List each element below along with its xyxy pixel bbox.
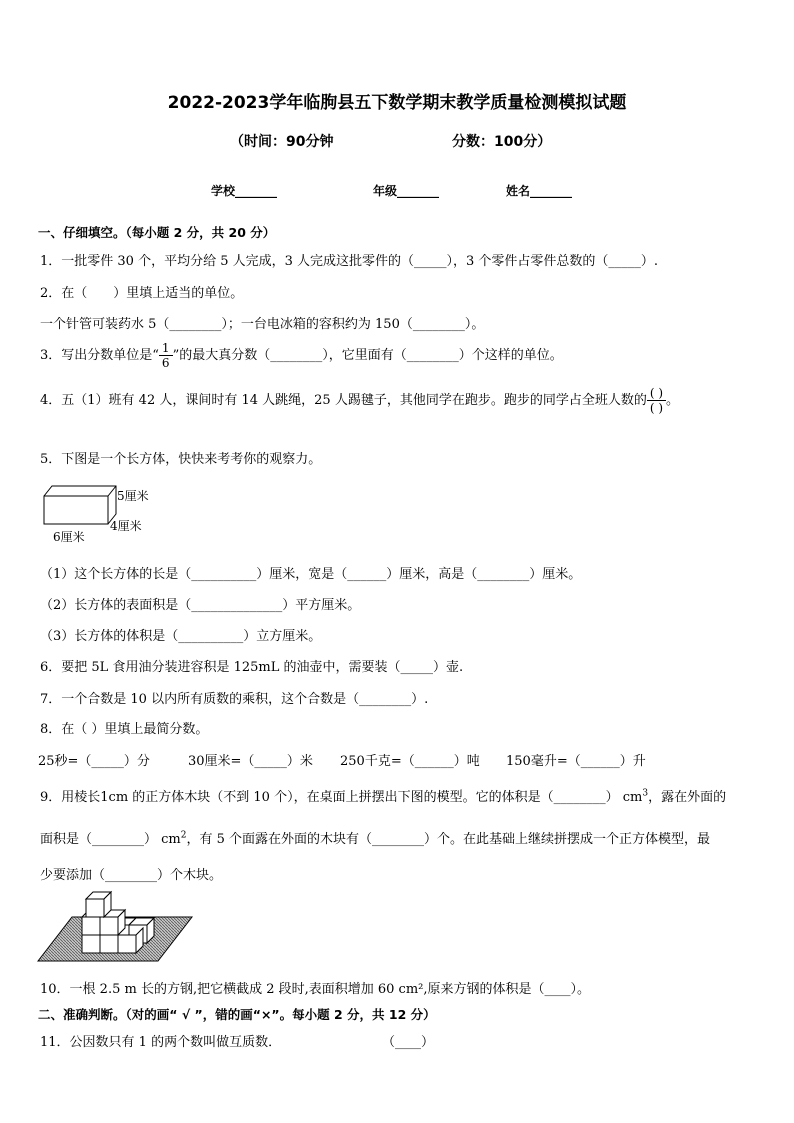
cuboid-top-side-edges	[44, 486, 116, 524]
length-label: 6厘米	[53, 530, 85, 544]
section-heading-judge: 二、准确判断。（对的画“ √ ”，错的画“×”。每小题 2 分，共 12 分）	[38, 1007, 436, 1022]
question-9-line-3: 少要添加（________）个木块。	[40, 868, 223, 883]
square-exponent: 2	[180, 830, 187, 841]
question-2: 2．在（ ）里填上适当的单位。	[40, 286, 244, 301]
question-10: 10．一根 2.5 m 长的方钢,把它横截成 2 段时,表面积增加 60 cm²,原来方钢的体积是（____）。	[40, 982, 590, 997]
question-5: 5．下图是一个长方体，快快来考考你的观察力。	[40, 452, 322, 467]
cuboid-front-face	[44, 496, 108, 524]
school-field: 学校_______	[211, 184, 278, 198]
question-4	[40, 386, 679, 415]
exam-score: 分数：100分）	[452, 134, 552, 150]
question-8: 8．在（ ）里填上最简分数。	[40, 722, 209, 737]
fraction-one-sixth	[159, 341, 173, 370]
question-11-answer-blank: （____）	[382, 1035, 435, 1050]
question-8-item-2: 30厘米=（_____）米	[188, 754, 313, 769]
height-label: 5厘米	[117, 489, 149, 503]
cuboid-figure	[38, 478, 168, 548]
question-5-3: （3）长方体的体积是（__________）立方厘米。	[40, 629, 322, 644]
fraction-numerator: 1	[159, 341, 173, 356]
question-5-2: （2）长方体的表面积是（______________）平方厘米。	[40, 598, 361, 613]
question-6: 6．要把 5L 食用油分装进容积是 125mL 的油壶中，需要装（_____）壶.	[40, 660, 464, 675]
question-9-text-c: 面积是（________） cm	[40, 832, 181, 847]
question-9-text-a: 9．用棱长1cm 的正方体木块（不到 10 个），在桌面上拼摆出下图的模型。它的体积是（________） cm	[40, 790, 643, 805]
grade-field: 年级_______	[373, 184, 440, 198]
question-9-text-d: ，有 5 个面露在外面的木块有（________）个。在此基础上继续拼摆成一个正方体模型，最	[186, 832, 711, 847]
cube-stack	[82, 892, 154, 953]
fraction-blank	[647, 386, 666, 415]
fraction-numerator-blank: ( )	[647, 386, 666, 401]
page-title: 2022-2023学年临朐县五下数学期末教学质量检测模拟试题	[167, 93, 627, 113]
question-3-prefix: 3．写出分数单位是“	[40, 348, 159, 363]
cubic-exponent: 3	[642, 788, 649, 799]
question-9-text-b: ，露在外面的	[648, 790, 727, 805]
cube-model-figure	[36, 885, 196, 965]
question-9-line-1	[40, 786, 726, 805]
cuboid-edge	[108, 486, 116, 496]
question-5-1: （1）这个长方体的长是（__________）厘米，宽是（______）厘米，高是（________）厘米。	[40, 567, 582, 582]
question-4-end: 。	[666, 393, 680, 408]
question-3	[40, 341, 563, 370]
section-heading-fill: 一、仔细填空。（每小题 2 分，共 20 分）	[38, 225, 276, 240]
question-2-detail: 一个针管可装药水 5（________）；一台电冰箱的容积约为 150（________）。	[40, 317, 485, 332]
exam-time: （时间：90分钟	[230, 134, 334, 150]
question-1: 1．一批零件 30 个，平均分给 5 人完成，3 人完成这批零件的（_____），3 个零件占零件总数的（_____）.	[40, 254, 659, 269]
question-7: 7．一个合数是 10 以内所有质数的乘积，这个合数是（________）.	[40, 692, 429, 707]
question-4-text: 4．五（1）班有 42 人，课间时有 14 人跳绳，25 人踢毽子，其他同学在跑步。跑步的同学占全班人数的	[40, 393, 647, 408]
fraction-denominator-blank: ( )	[649, 401, 664, 415]
question-8-item-3: 250千克=（______）吨	[340, 754, 480, 769]
fraction-denominator: 6	[161, 356, 170, 370]
question-3-suffix: ”的最大真分数（________），它里面有（________）个这样的单位。	[172, 348, 563, 363]
question-8-item-1: 25秒=（_____）分	[38, 754, 150, 769]
question-9-line-2	[40, 828, 710, 847]
width-label: 4厘米	[110, 519, 142, 533]
name-field: 姓名_______	[506, 184, 573, 198]
question-8-item-4: 150毫升=（______）升	[506, 754, 646, 769]
question-11: 11．公因数只有 1 的两个数叫做互质数．	[40, 1035, 282, 1050]
